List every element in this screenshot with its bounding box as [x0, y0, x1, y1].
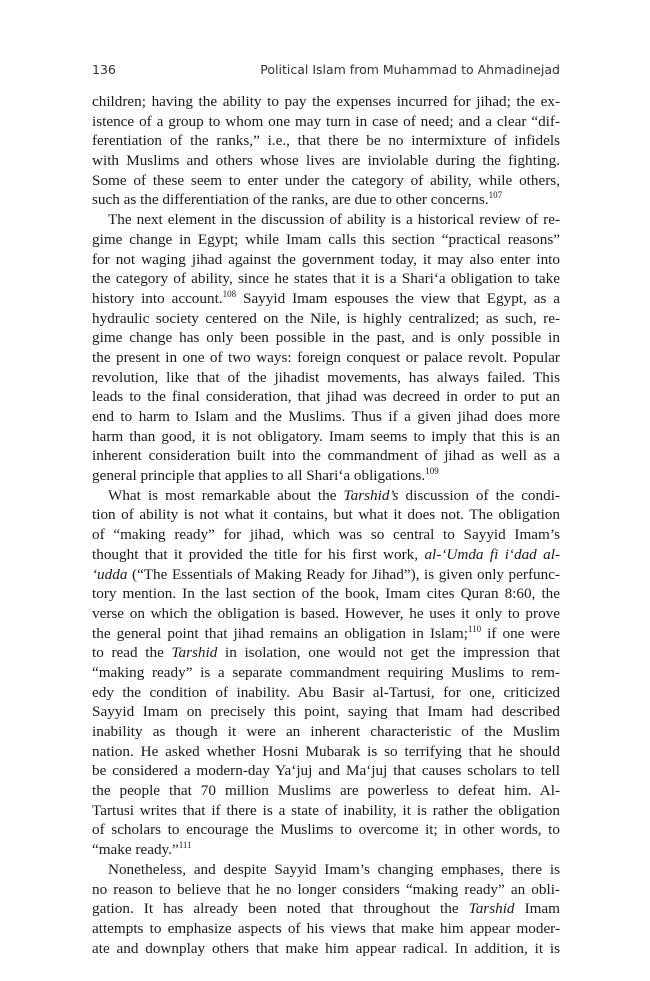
footnote-reference: 111	[178, 840, 192, 851]
text-line	[92, 151, 560, 171]
line-text: ate and downplay others that make him appear radical. In addition, it is	[92, 939, 560, 957]
text-line	[92, 112, 560, 132]
text-line	[92, 624, 560, 644]
line-text-continued: Imam	[514, 900, 560, 918]
line-text: attempts to emphasize aspects of his views that make him appear moder-	[92, 919, 560, 937]
text-line	[92, 190, 560, 210]
line-text: gime change in Egypt; while Imam calls this section “practical reasons”	[92, 230, 560, 248]
line-text: Tartusi writes that if there is a state of inability, it is rather the obligation	[92, 801, 560, 819]
line-text: children; having the ability to pay the expenses incurred for jihad; the ex-	[92, 93, 560, 110]
line-text: “make ready.”	[92, 841, 179, 859]
text-line	[92, 643, 560, 663]
line-text: history into account.	[92, 289, 223, 307]
text-line	[92, 92, 560, 112]
running-head: Political Islam from Muhammad to Ahmadinejad	[260, 62, 560, 77]
line-text: harm than good, it is not obligatory. Imam seems to imply that this is an	[92, 427, 560, 445]
line-text: the people that 70 million Muslims are powerless to defeat him. Al-	[92, 782, 560, 800]
line-text: “making ready” is a separate commandment requiring Muslims to rem-	[92, 663, 560, 681]
line-text: tory mention. In the last section of the book, Imam cites Quran 8:60, the	[92, 585, 560, 603]
text-line	[92, 663, 560, 683]
line-text: leads to the final consideration, that jihad was decreed in order to put an	[92, 388, 560, 406]
line-text: for not waging jihad against the government today, it may also enter into	[92, 250, 560, 268]
line-text-continued: discussion of the condi-	[398, 486, 560, 504]
text-line	[92, 407, 560, 427]
body-text	[92, 92, 560, 958]
text-line	[92, 801, 560, 821]
line-text-continued: if one were	[481, 624, 560, 642]
text-line	[92, 289, 560, 309]
text-line	[92, 820, 560, 840]
text-line	[92, 230, 560, 250]
text-line	[92, 880, 560, 900]
text-line	[92, 899, 560, 919]
text-line	[92, 446, 560, 466]
text-line	[92, 309, 560, 329]
line-text: of “making ready” for jihad, which was so central to Sayyid Imam’s	[92, 526, 560, 544]
line-text: What is most remarkable about the	[108, 486, 344, 504]
text-line	[92, 486, 560, 506]
line-text: gation. It has already been noted that throughout the	[92, 900, 469, 918]
text-line	[92, 584, 560, 604]
text-line	[92, 860, 560, 880]
text-line	[92, 545, 560, 565]
text-line	[92, 604, 560, 624]
line-text: no reason to believe that he no longer considers “making ready” an obli-	[92, 880, 560, 898]
text-line	[92, 919, 560, 939]
italic-title: Tarshid’s	[343, 486, 399, 504]
text-line	[92, 427, 560, 447]
line-text: inability as though it were an inherent characteristic of the Muslim	[92, 723, 560, 740]
page-number: 136	[92, 62, 116, 77]
italic-title: Tarshid	[171, 644, 218, 662]
text-line	[92, 702, 560, 722]
line-text: of scholars to encourage the Muslims to overcome it; in other words, to	[92, 821, 560, 839]
footnote-reference: 109	[425, 466, 439, 477]
text-line	[92, 348, 560, 368]
line-text: with Muslims and others whose lives are inviolable during the fighting.	[92, 152, 560, 170]
footnote-reference: 108	[222, 288, 237, 299]
text-line	[92, 840, 560, 860]
text-line	[92, 722, 560, 742]
line-text: revolution, like that of the jihadist movements, has always failed. This	[92, 368, 560, 386]
text-line	[92, 269, 560, 289]
text-line	[92, 328, 560, 348]
text-line	[92, 387, 560, 407]
text-line	[92, 250, 560, 270]
text-line	[92, 683, 560, 703]
line-text: hydraulic society centered on the Nile, is highly centralized; as such, re-	[92, 309, 560, 327]
text-line	[92, 761, 560, 781]
line-text: The next element in the discussion of ability is a historical review of re-	[108, 211, 560, 229]
line-text: be considered a modern-day Ya‘juj and Ma‘juj that causes scholars to tell	[92, 762, 560, 780]
line-text: Some of these seem to enter under the category of ability, while others,	[92, 171, 560, 189]
line-text: the general point that jihad remains an obligation in Islam;	[92, 624, 468, 642]
line-text: nation. He asked whether Hosni Mubarak is so terrifying that he should	[92, 742, 560, 760]
line-text: verse on which the obligation is based. However, he uses it only to prove	[92, 604, 560, 622]
line-text: such as the differentiation of the ranks, are due to other concerns.	[92, 191, 489, 209]
line-text: gime change has only been possible in the past, and is only possible in	[92, 329, 560, 347]
text-line	[92, 466, 560, 486]
footnote-reference: 110	[467, 623, 482, 634]
italic-title: ‘udda	[92, 565, 128, 583]
line-text-continued: (“The Essentials of Making Ready for Jihad”), is given only perfunc-	[127, 565, 560, 583]
line-text: edy the condition of inability. Abu Basir al-Tartusi, for one, criticized	[92, 683, 560, 701]
footnote-reference: 107	[488, 190, 503, 201]
page-header	[92, 62, 560, 82]
line-text-continued: Sayyid Imam espouses the view that Egypt, as a	[236, 289, 560, 307]
italic-title: al-‘Umda fi i‘dad al-	[424, 545, 560, 563]
text-line	[92, 505, 560, 525]
line-text: thought that it provided the title for his first work,	[92, 545, 425, 563]
line-text: tion of ability is not what it contains, but what it does not. The obligation	[92, 506, 560, 524]
text-line	[92, 131, 560, 151]
line-text: the category of ability, since he states that it is a Shari‘a obligation to take	[92, 270, 560, 288]
line-text-continued: in isolation, one would not get the impression that	[217, 644, 560, 662]
line-text: ferentiation of the ranks,” i.e., that there be no intermixture of infidels	[92, 132, 560, 150]
text-line	[92, 368, 560, 388]
line-text: Sayyid Imam on precisely this point, saying that Imam had described	[92, 703, 560, 721]
line-text: inherent consideration built into the commandment of jihad as well as a	[92, 447, 560, 465]
text-line	[92, 939, 560, 959]
line-text: Nonetheless, and despite Sayyid Imam’s changing emphases, there is	[108, 860, 560, 878]
text-line	[92, 171, 560, 191]
text-line	[92, 742, 560, 762]
line-text: general principle that applies to all Shari‘a obligations.	[92, 467, 426, 485]
text-line	[92, 565, 560, 585]
line-text: the present in one of two ways: foreign conquest or palace revolt. Popular	[92, 348, 560, 366]
line-text: to read the	[92, 644, 172, 662]
line-text: istence of a group to whom one may turn in case of need; and a clear “dif-	[92, 112, 560, 130]
text-line	[92, 210, 560, 230]
text-line	[92, 525, 560, 545]
italic-title: Tarshid	[468, 900, 515, 918]
line-text: end to harm to Islam and the Muslims. Thus if a given jihad does more	[92, 408, 560, 425]
text-line	[92, 781, 560, 801]
